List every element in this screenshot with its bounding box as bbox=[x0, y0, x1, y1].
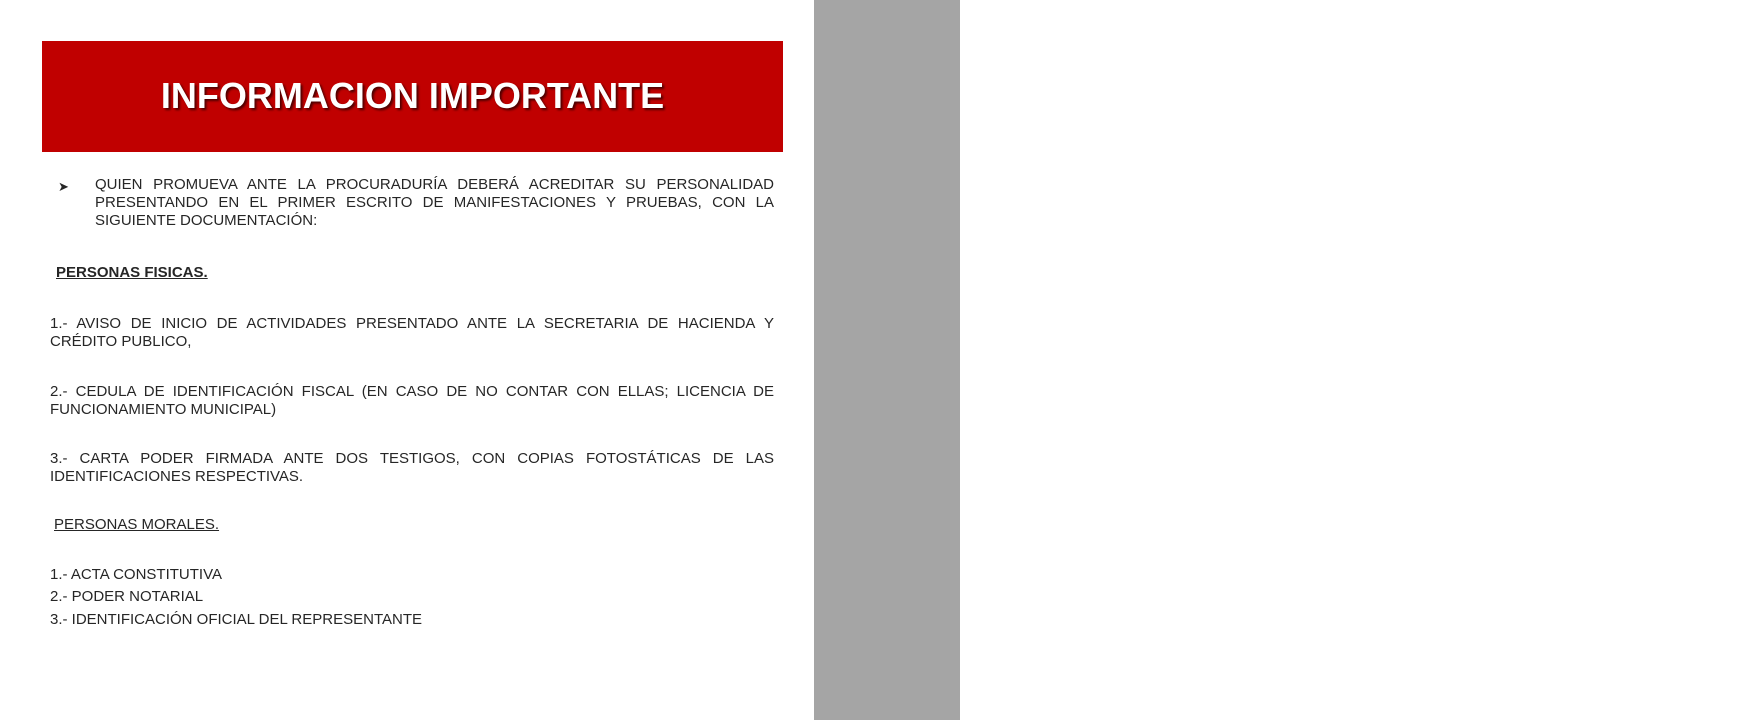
intro-text: QUIEN PROMUEVA ANTE LA PROCURADURÍA DEBERÁ ACREDITAR SU PERSONALIDAD PRESENTANDO EN EL PRIMER ESCRITO DE MANIFESTACIONES Y PRUEBAS, CON LA SIGUIENTE DOCUMENTACIÓN: bbox=[95, 176, 774, 229]
mexican-coat-of-arms-seal-icon bbox=[1657, 18, 1747, 108]
fisicas-heading: PERSONAS FISICAS. bbox=[56, 264, 208, 281]
sidebar-panel bbox=[814, 0, 1762, 720]
page-title: INFORMACION IMPORTANTE bbox=[160, 75, 665, 116]
fisicas-item-3: 3.- CARTA PODER FIRMADA ANTE DOS TESTIGOS, CON COPIAS FOTOSTÁTICAS DE LAS IDENTIFICACIONES RESPECTIVAS. bbox=[50, 450, 774, 485]
morales-item-3: 3.- IDENTIFICACIÓN OFICIAL DEL REPRESENTANTE bbox=[50, 611, 422, 628]
morales-item-1: 1.- ACTA CONSTITUTIVA bbox=[50, 566, 222, 583]
logo-subtitle-1: PROCURADURÍA FEDERAL bbox=[1663, 162, 1754, 169]
logo-divider bbox=[1640, 124, 1758, 126]
logo-name: PROFECO bbox=[1640, 132, 1762, 162]
arrow-bullet-icon: ➤ bbox=[58, 179, 69, 194]
morales-heading: PERSONAS MORALES. bbox=[54, 516, 220, 533]
logo-subtitle-2: DEL CONSUMIDOR bbox=[1690, 170, 1754, 177]
morales-item-2: 2.- PODER NOTARIAL bbox=[50, 588, 204, 605]
fisicas-item-2: 2.- CEDULA DE IDENTIFICACIÓN FISCAL (EN CASO DE NO CONTAR CON ELLAS; LICENCIA DE FUNCIONAMIENTO MUNICIPAL) bbox=[50, 383, 774, 418]
profeco-logo bbox=[1640, 132, 1764, 178]
fisicas-item-1: 1.- AVISO DE INICIO DE ACTIVIDADES PRESENTADO ANTE LA SECRETARIA DE HACIENDA Y CRÉDITO PUBLICO, bbox=[50, 315, 774, 350]
intro-bullet bbox=[50, 176, 774, 230]
